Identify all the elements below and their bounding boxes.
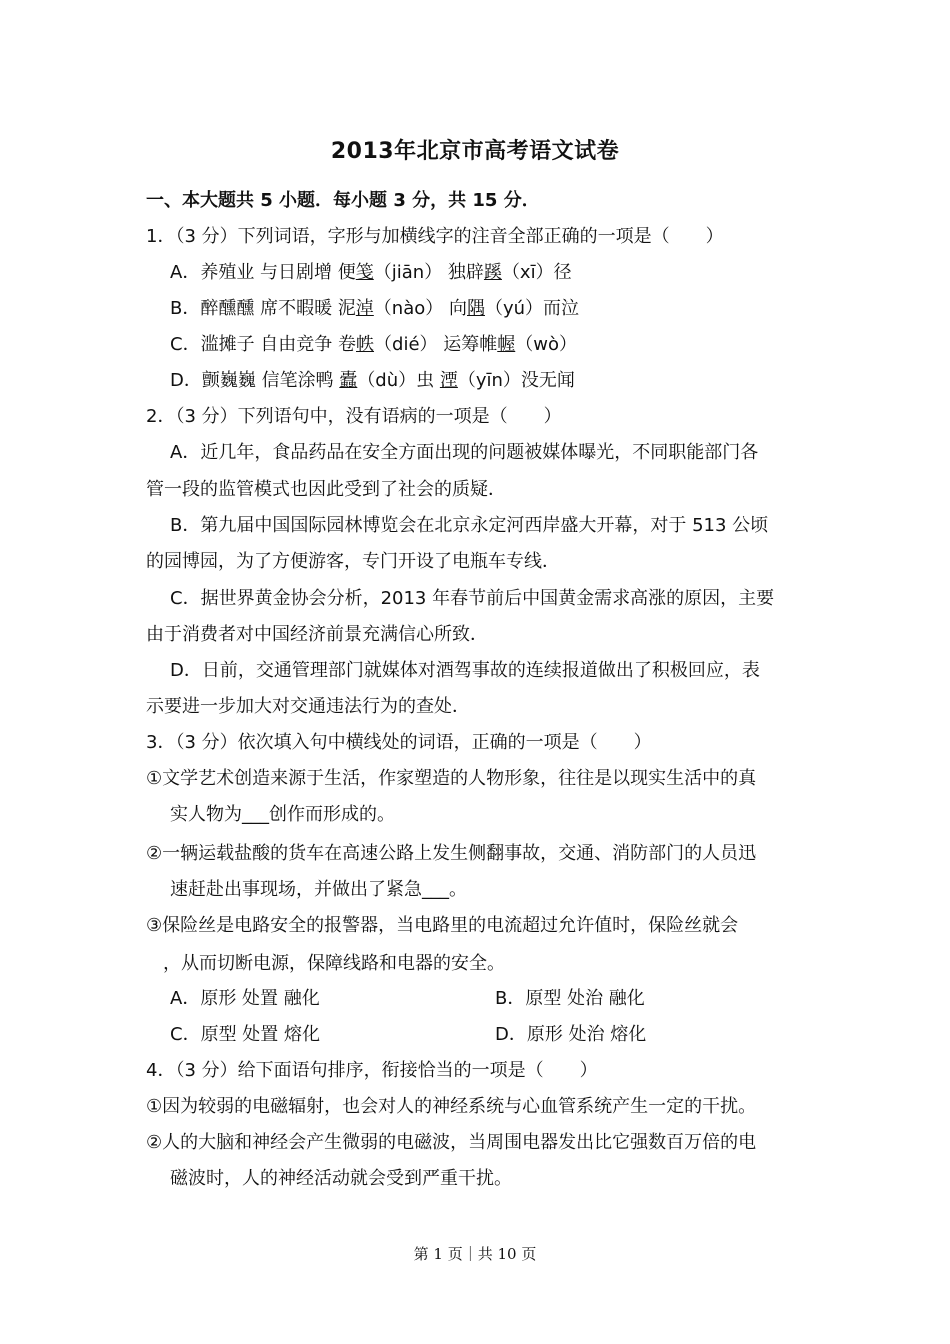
- q2-option-d-line2: 示要进一步加大对交通违法行为的查处．: [146, 696, 470, 717]
- q1-a-text-2: （jiān） 独辟: [373, 262, 484, 283]
- q1-a-underlined-2: 蹊: [483, 262, 502, 283]
- q1-stem: 1．（3 分）下列词语，字形与加横线字的注音全部正确的一项是（ ）: [146, 226, 724, 247]
- q2-option-a-line2: 管一段的监管模式也因此受到了社会的质疑．: [146, 479, 506, 500]
- q2-option-b-line1: B．第九届中国国际园林博览会在北京永定河西岸盛大开幕，对于 513 公顷: [170, 515, 769, 536]
- page-title: 2013年北京市高考语文试卷: [330, 139, 620, 164]
- q1-option-c: [170, 333, 577, 357]
- page-footer: 第 1 页｜共 10 页: [413, 1245, 537, 1263]
- q1-c-text-2: （dié） 运筹帷: [374, 334, 498, 355]
- q1-a-text-3: （xī）径: [501, 262, 572, 283]
- q3-sentence-1-line1: ①文学艺术创造来源于生活，作家塑造的人物形象，往往是以现实生活中的真: [146, 768, 757, 789]
- q2-option-d-line1: D．日前，交通管理部门就媒体对酒驾事故的连续报道做出了积极回应，表: [170, 660, 760, 681]
- q1-a-text-1: A．养殖业 与日剧增 便: [170, 262, 356, 283]
- q2-option-c-line2: 由于消费者对中国经济前景充满信心所致．: [146, 624, 488, 645]
- q1-option-d: [170, 369, 575, 393]
- q1-b-text-3: （yú）而泣: [484, 298, 580, 319]
- q1-option-a: [170, 261, 572, 285]
- q1-d-text-3: （yīn）没无闻: [457, 370, 575, 391]
- q1-b-underlined-1: 淖: [355, 298, 374, 319]
- q4-stem: 4．（3 分）给下面语句排序，衔接恰当的一项是（ ）: [146, 1060, 598, 1081]
- q1-a-underlined-1: 笺: [355, 262, 374, 283]
- q2-option-a-line1: A．近几年，食品药品在安全方面出现的问题被媒体曝光，不同职能部门各: [170, 442, 759, 463]
- q1-c-underlined-1: 帙: [356, 334, 375, 355]
- q3-option-b: B．原型 处治 融化: [495, 988, 645, 1009]
- q2-option-c-line1: C．据世界黄金协会分析，2013 年春节前后中国黄金需求高涨的原因，主要: [170, 588, 775, 609]
- q3-option-d: D．原形 处治 熔化: [495, 1024, 647, 1045]
- q3-sentence-1-line2: 实人物为___创作而形成的。: [170, 804, 395, 825]
- q1-option-b: [170, 297, 579, 321]
- q1-c-text-1: C．滥摊子 自由竞争 卷: [170, 334, 357, 355]
- q1-d-underlined-1: 蠹: [339, 370, 358, 391]
- q3-sentence-2-line1: ②一辆运载盐酸的货车在高速公路上发生侧翻事故，交通、消防部门的人员迅: [146, 843, 757, 864]
- q1-d-text-1: D．颤巍巍 信笔涂鸭: [170, 370, 340, 391]
- q3-option-a: A．原形 处置 融化: [170, 988, 320, 1009]
- q2-option-b-line2: 的园博园，为了方便游客，专门开设了电瓶车专线．: [146, 551, 560, 572]
- q3-option-c: C．原型 处置 熔化: [170, 1024, 321, 1045]
- q1-c-underlined-2: 幄: [497, 334, 516, 355]
- q4-sentence-2-line1: ②人的大脑和神经会产生微弱的电磁波，当周围电器发出比它强数百万倍的电: [146, 1132, 757, 1153]
- q2-stem: 2．（3 分）下列语句中，没有语病的一项是（ ）: [146, 406, 562, 427]
- q1-b-underlined-2: 隅: [466, 298, 485, 319]
- q1-d-text-2: （dù）虫: [357, 370, 440, 391]
- q1-d-underlined-2: 湮: [439, 370, 458, 391]
- q3-sentence-3-line1: ③保险丝是电路安全的报警器，当电路里的电流超过允许值时，保险丝就会: [146, 915, 739, 936]
- q1-b-text-2: （nào） 向: [373, 298, 467, 319]
- q1-c-text-3: （wò）: [515, 334, 577, 355]
- q4-sentence-1: ①因为较弱的电磁辐射，也会对人的神经系统与心血管系统产生一定的干扰。: [146, 1096, 757, 1117]
- q1-b-text-1: B．醉醺醺 席不暇暖 泥: [170, 298, 356, 319]
- section-header: 一、本大题共 5 小题．每小题 3 分，共 15 分．: [146, 190, 540, 211]
- q4-sentence-2-line2: 磁波时，人的神经活动就会受到严重干扰。: [170, 1168, 512, 1189]
- q3-sentence-2-line2: 速赶赴出事现场，并做出了紧急___。: [170, 879, 467, 900]
- q3-sentence-3-line2: ，从而切断电源，保障线路和电器的安全。: [163, 953, 505, 974]
- q3-stem: 3．（3 分）依次填入句中横线处的词语，正确的一项是（ ）: [146, 732, 652, 753]
